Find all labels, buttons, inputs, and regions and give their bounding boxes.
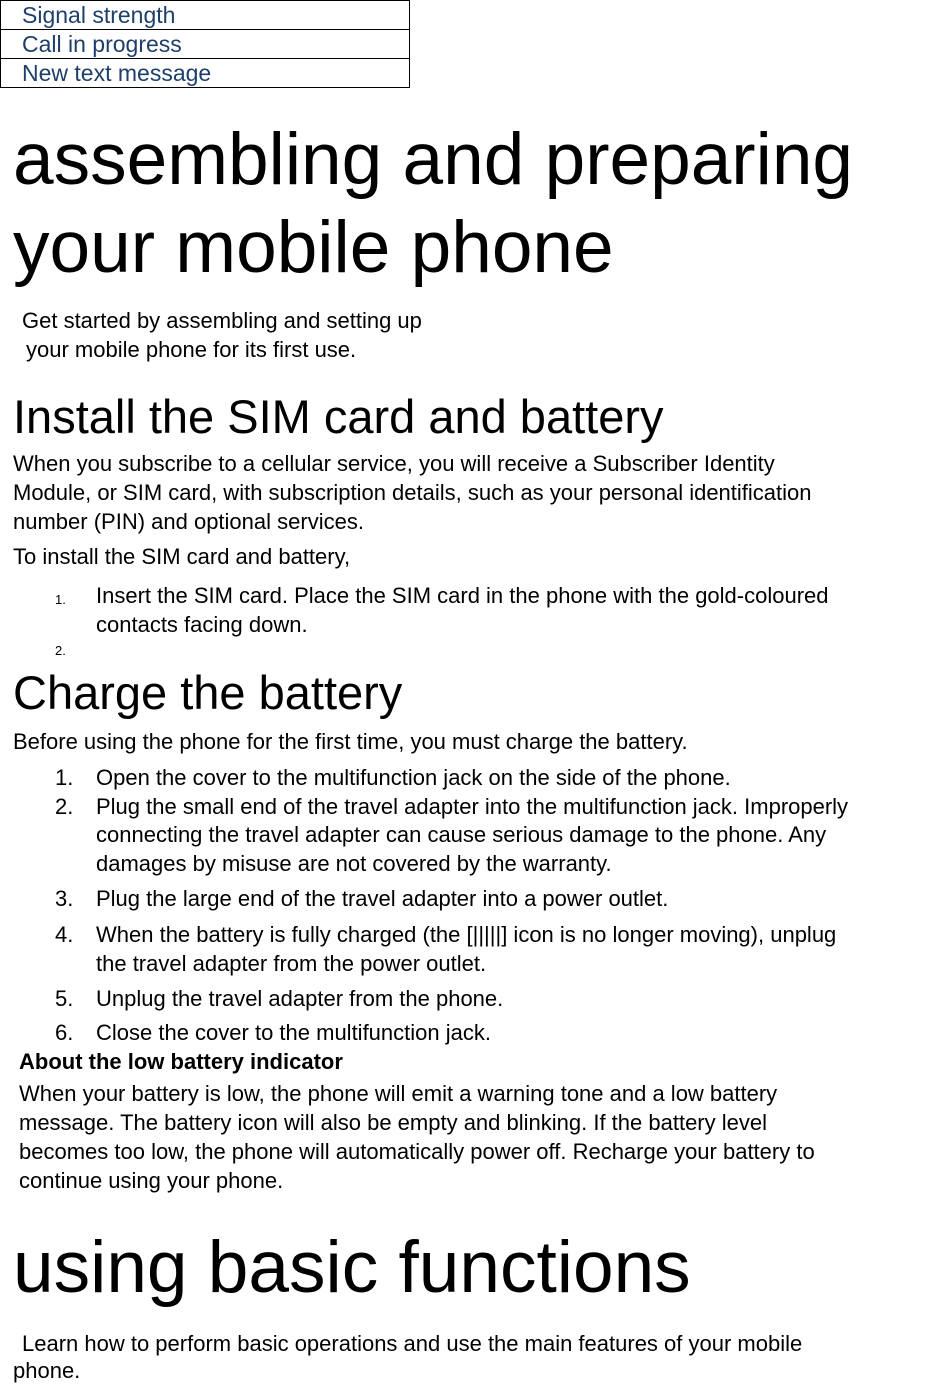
icon-row-label: Signal strength (1, 1, 410, 30)
chapter2-intro-line1: Learn how to perform basic operations and use the main features of your mobile (22, 1331, 803, 1356)
chapter2-intro-line2: phone. (13, 1358, 81, 1383)
icon-row-call (1, 30, 410, 59)
sim-step-number: 2. (55, 643, 66, 658)
charge-step-text: Plug the small end of the travel adapter into the multifunction jack. Improperly (96, 794, 849, 819)
section-heading-charge: Charge the battery (13, 666, 403, 719)
sim-para-line3: number (PIN) and optional services. (13, 509, 364, 534)
charge-step-text: Unplug the travel adapter from the phone. (96, 986, 504, 1011)
charge-step-text: Close the cover to the multifunction jack. (96, 1020, 491, 1045)
charge-step-text: Plug the large end of the travel adapter into a power outlet. (96, 886, 669, 911)
charge-step-text: the travel adapter from the power outlet. (96, 951, 487, 976)
charge-step-text: Open the cover to the multifunction jack on the side of the phone. (96, 765, 731, 790)
low-battery-line: continue using your phone. (19, 1168, 284, 1193)
low-battery-line: When your battery is low, the phone will emit a warning tone and a low battery (19, 1081, 778, 1106)
chapter-intro-line2: your mobile phone for its first use. (26, 337, 357, 362)
low-battery-line: becomes too low, the phone will automatically power off. Recharge your battery to (19, 1139, 815, 1164)
icon-row-signal (1, 1, 410, 30)
sim-step-number: 1. (55, 592, 66, 607)
charge-step-number: 5. (55, 986, 74, 1011)
sim-step-text: contacts facing down. (96, 612, 308, 637)
charge-step-number: 2. (55, 794, 74, 819)
low-battery-line: message. The battery icon will also be empty and blinking. If the battery level (19, 1110, 767, 1135)
chapter-title-line1: assembling and preparing (13, 119, 854, 200)
charge-lead: Before using the phone for the first time, you must charge the battery. (13, 729, 688, 754)
icon-row-label: New text message (1, 59, 410, 88)
sim-para-line1: When you subscribe to a cellular service, you will receive a Subscriber Identity (13, 451, 775, 476)
sim-para-line2: Module, or SIM card, with subscription details, such as your personal identification (13, 480, 812, 505)
status-icon-table (0, 0, 410, 88)
chapter-title-line2: your mobile phone (13, 207, 614, 288)
section-heading-sim: Install the SIM card and battery (13, 390, 664, 443)
sim-lead: To install the SIM card and battery, (13, 544, 351, 569)
low-battery-heading: About the low battery indicator (19, 1049, 343, 1074)
charge-step-text: When the battery is fully charged (the [|||||] icon is no longer moving), unplug (96, 922, 837, 947)
charge-step-number: 1. (55, 765, 74, 790)
icon-row-label: Call in progress (1, 30, 410, 59)
charge-step-number: 4. (55, 922, 74, 947)
sim-step-text: Insert the SIM card. Place the SIM card in the phone with the gold-coloured (96, 583, 829, 608)
charge-step-number: 3. (55, 886, 74, 911)
icon-row-message (1, 59, 410, 88)
charge-step-number: 6. (55, 1020, 74, 1045)
chapter-intro-line1: Get started by assembling and setting up (22, 308, 422, 333)
charge-step-text: damages by misuse are not covered by the warranty. (96, 851, 612, 876)
charge-step-text: connecting the travel adapter can cause serious damage to the phone. Any (96, 822, 827, 847)
chapter2-title: using basic functions (13, 1227, 691, 1308)
